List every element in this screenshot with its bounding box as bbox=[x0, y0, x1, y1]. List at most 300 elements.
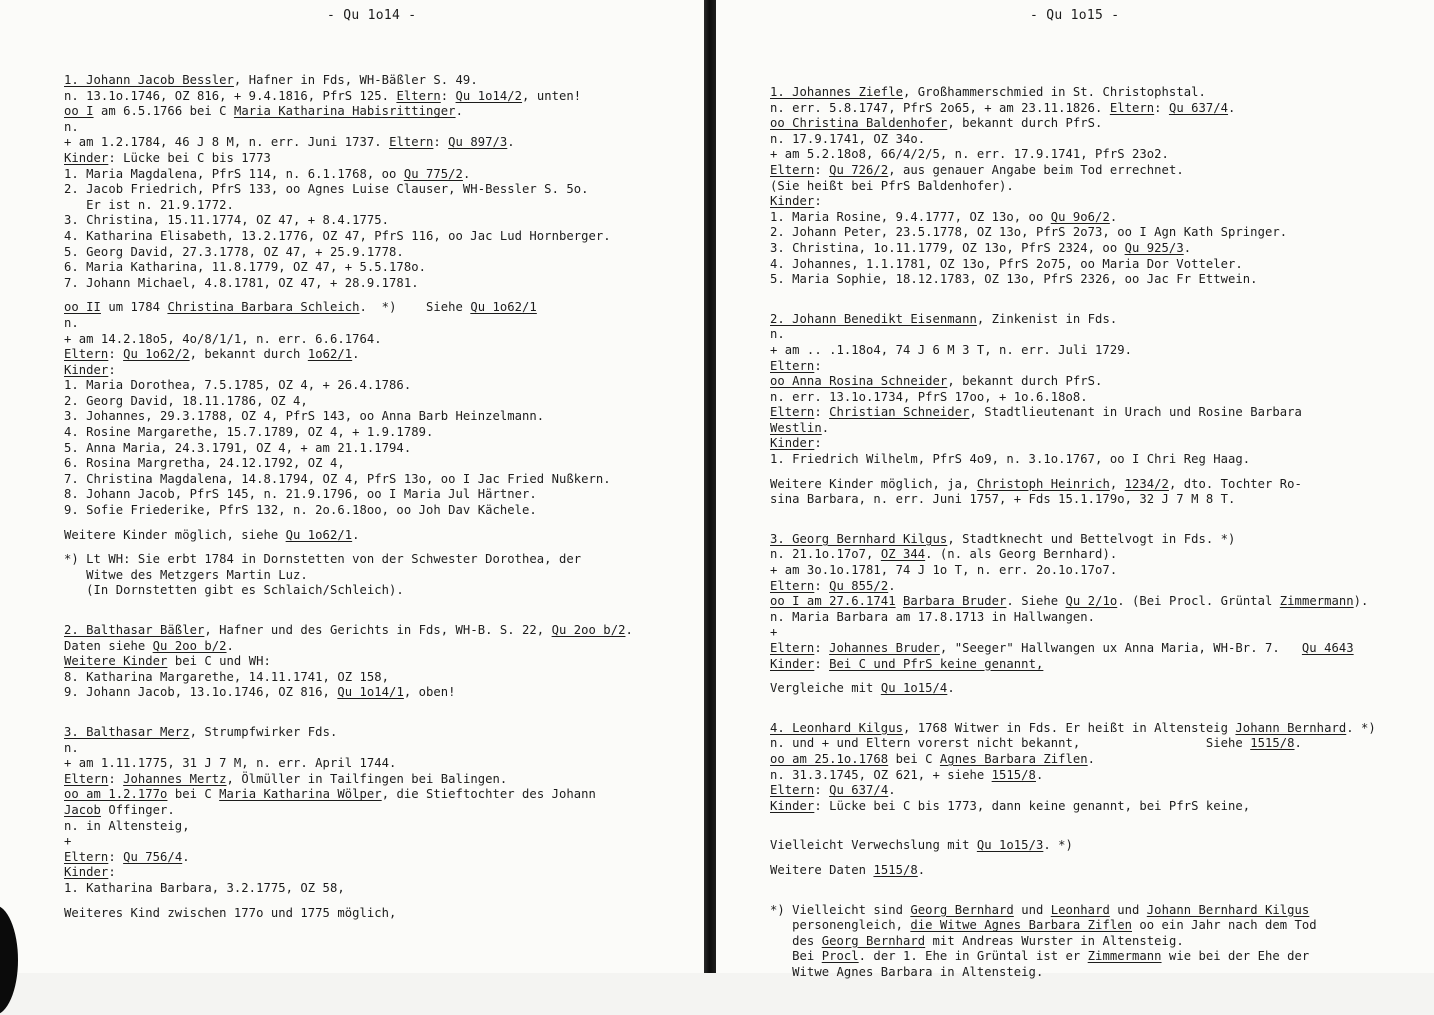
book-gutter bbox=[704, 0, 716, 973]
text-segment: : bbox=[814, 436, 822, 451]
underlined-segment: Eltern bbox=[770, 783, 815, 798]
text-line bbox=[64, 213, 633, 229]
text-line bbox=[770, 359, 1376, 375]
underlined-segment: 1. Johann Jacob Bessler bbox=[64, 73, 234, 87]
text-segment: bei C bbox=[167, 787, 220, 802]
text-segment: n. und + und Eltern vorerst nicht bekannt, Siehe bbox=[770, 736, 1251, 751]
text-segment: Vergleiche mit bbox=[770, 681, 881, 696]
text-segment: 7. Johann Michael, 4.8.1781, OZ 47, + 28.9.1781. bbox=[64, 275, 419, 290]
text-segment: . bbox=[1294, 736, 1302, 751]
text-segment: Daten siehe bbox=[64, 638, 153, 653]
underlined-segment: Leonhard bbox=[1050, 902, 1110, 917]
text-line bbox=[770, 610, 1376, 626]
text-line bbox=[64, 363, 633, 379]
text-segment: am 6.5.1766 bei C bbox=[93, 104, 234, 119]
text-segment: 3. Johannes, 29.3.1788, OZ 4, PfrS 143, oo Anna Barb Heinzelmann. bbox=[64, 409, 545, 424]
underlined-segment: Kinder bbox=[64, 362, 109, 377]
text-segment: 1. Friedrich Wilhelm, PfrS 4o9, n. 3.1o.1767, oo I Chri Reg Haag. bbox=[770, 452, 1251, 467]
underlined-segment: Qu 1o14/2 bbox=[455, 88, 523, 103]
text-segment: 2. Georg David, 18.11.1786, OZ 4, bbox=[64, 393, 308, 408]
text-segment: . bbox=[888, 783, 896, 798]
text-segment: n. err. 5.8.1747, PfrS 2o65, + am 23.11.1826. bbox=[770, 100, 1110, 115]
text-line bbox=[770, 903, 1376, 919]
text-segment: oo ein Jahr nach dem Tod bbox=[1132, 918, 1317, 933]
text-line bbox=[770, 657, 1376, 673]
text-line bbox=[770, 547, 1376, 563]
text-line bbox=[770, 257, 1376, 273]
underlined-segment: Qu 637/4 bbox=[829, 783, 889, 798]
text-segment: . bbox=[1035, 767, 1044, 782]
text-segment: 4. Johannes, 1.1.1781, OZ 13o, PfrS 2o75, oo Maria Dor Votteler. bbox=[770, 256, 1243, 271]
text-segment: um 1784 bbox=[100, 300, 168, 315]
section-gap bbox=[770, 288, 1376, 312]
text-segment bbox=[896, 594, 903, 608]
text-segment: . bbox=[1109, 209, 1118, 224]
text-line bbox=[770, 863, 1376, 879]
text-segment: 6. Rosina Margretha, 24.12.1792, OZ 4, bbox=[64, 456, 345, 471]
right-page-text bbox=[770, 85, 1376, 981]
text-line bbox=[64, 347, 633, 363]
text-segment: personengleich, bbox=[770, 918, 911, 933]
section-gap bbox=[770, 814, 1376, 838]
text-segment: , bekannt durch PfrS. bbox=[947, 374, 1103, 389]
text-segment: 1. Maria Magdalena, PfrS 114, n. 6.1.1768, oo bbox=[64, 166, 404, 181]
text-line bbox=[64, 456, 633, 472]
text-segment: . *) bbox=[1346, 720, 1376, 735]
text-line bbox=[64, 787, 633, 803]
line-gap bbox=[770, 854, 1376, 863]
line-gap bbox=[64, 519, 633, 528]
underlined-segment: Qu 1o15/4 bbox=[880, 681, 948, 696]
text-segment: 7. Christina Magdalena, 14.8.1794, OZ 4, PfrS 13o, oo I Jac Fried Nußkern. bbox=[64, 471, 611, 486]
underlined-segment: 4. Leonhard Kilgus bbox=[770, 720, 903, 735]
underlined-segment: 1515/8 bbox=[1250, 736, 1295, 751]
underlined-segment: Procl bbox=[821, 949, 859, 964]
underlined-segment: Qu 1o62/2 bbox=[123, 347, 190, 362]
underlined-segment: Agnes Barbara Ziflen bbox=[939, 751, 1088, 766]
underlined-segment: Bei C und PfrS keine genannt, bbox=[829, 656, 1044, 671]
underlined-segment: oo Anna Rosina Schneider bbox=[770, 374, 948, 389]
text-segment: , "Seeger" Hallwangen ux Anna Maria, WH-Br. 7. bbox=[939, 641, 1302, 655]
text-segment: + bbox=[64, 834, 72, 849]
text-segment: : bbox=[108, 865, 116, 880]
underlined-segment: 1. Johannes Ziefle bbox=[770, 85, 903, 99]
underlined-segment: 1o62/1 bbox=[307, 347, 353, 362]
text-segment: : bbox=[814, 578, 830, 593]
text-line bbox=[64, 89, 633, 105]
text-line bbox=[64, 276, 633, 292]
text-line bbox=[770, 752, 1376, 768]
text-line bbox=[770, 421, 1376, 437]
text-segment: + am 5.2.18o8, 66/4/2/5, n. err. 17.9.1741, PfrS 23o2. bbox=[770, 147, 1169, 162]
text-line bbox=[64, 260, 633, 276]
underlined-segment: Eltern bbox=[64, 347, 109, 362]
text-segment: . *) bbox=[1043, 838, 1073, 853]
text-line bbox=[64, 865, 633, 881]
text-segment: n. Maria Barbara am 17.8.1713 in Hallwangen. bbox=[770, 609, 1096, 624]
underlined-segment: Kinder bbox=[770, 798, 815, 813]
underlined-segment: Qu 775/2 bbox=[403, 166, 463, 181]
underlined-segment: Qu 637/4 bbox=[1168, 100, 1229, 115]
text-segment: 3. Christina, 1o.11.1779, OZ 13o, PfrS 2324, oo bbox=[770, 240, 1125, 255]
text-line bbox=[64, 528, 633, 544]
text-line bbox=[64, 378, 633, 394]
text-segment: 5. Anna Maria, 24.3.1791, OZ 4, + am 21.1.1794. bbox=[64, 440, 412, 455]
text-segment: n. 21.1o.17o7, bbox=[770, 547, 881, 562]
text-line bbox=[770, 838, 1376, 854]
text-line bbox=[64, 639, 633, 655]
text-segment: . bbox=[462, 166, 471, 181]
underlined-segment: Kinder bbox=[64, 150, 109, 165]
text-line bbox=[770, 799, 1376, 815]
text-line bbox=[64, 772, 633, 788]
underlined-segment: Christian Schneider bbox=[829, 405, 970, 420]
right-page bbox=[716, 0, 1434, 979]
underlined-segment: 3. Balthasar Merz bbox=[64, 724, 190, 739]
text-segment: und bbox=[1109, 902, 1147, 917]
underlined-segment: Kinder bbox=[64, 865, 109, 880]
text-segment: , Stadtlieutenant in Urach und Rosine Barbara bbox=[969, 405, 1302, 420]
text-line bbox=[64, 834, 633, 850]
text-segment: 1. Maria Dorothea, 7.5.1785, OZ 4, + 26.4.1786. bbox=[64, 378, 412, 393]
text-line bbox=[770, 312, 1376, 328]
underlined-segment: Georg Bernhard bbox=[821, 933, 926, 948]
underlined-segment: Eltern bbox=[64, 849, 109, 864]
text-segment: n. err. 13.1o.1734, PfrS 17oo, + 1o.6.18o8. bbox=[770, 389, 1088, 404]
underlined-segment: Zimmermann bbox=[1279, 594, 1354, 609]
text-line bbox=[64, 725, 633, 741]
text-line bbox=[770, 374, 1376, 390]
underlined-segment: Kinder bbox=[770, 194, 815, 209]
text-line bbox=[64, 819, 633, 835]
text-segment: n. bbox=[64, 315, 79, 330]
section-gap bbox=[770, 879, 1376, 903]
text-line bbox=[64, 409, 633, 425]
underlined-segment: Eltern bbox=[1109, 100, 1155, 115]
text-segment: : bbox=[814, 194, 822, 209]
text-segment: : bbox=[814, 656, 830, 671]
text-segment: wie bei der Ehe der bbox=[1161, 949, 1310, 964]
text-line bbox=[770, 918, 1376, 934]
text-segment: *) Lt WH: Sie erbt 1784 in Dornstetten von der Schwester Dorothea, der bbox=[64, 552, 582, 567]
text-line bbox=[64, 623, 633, 639]
text-segment: . der 1. Ehe in Grüntal ist er bbox=[858, 949, 1088, 964]
underlined-segment: Qu 1o62/1 bbox=[285, 527, 353, 542]
text-segment: 6. Maria Katharina, 11.8.1779, OZ 47, + 5.5.178o. bbox=[64, 260, 426, 275]
text-line bbox=[770, 390, 1376, 406]
text-segment: mit Andreas Wurster in Altensteig. bbox=[925, 933, 1184, 948]
text-line bbox=[64, 803, 633, 819]
underlined-segment: Maria Katharina Habisrittinger bbox=[233, 104, 456, 119]
text-line bbox=[64, 472, 633, 488]
text-segment: + am 3o.1o.1781, 74 J 1o T, n. err. 2o.1o.17o7. bbox=[770, 563, 1118, 578]
text-line bbox=[64, 741, 633, 757]
underlined-segment: 2. Balthasar Bäßler bbox=[64, 623, 205, 637]
text-segment: . bbox=[625, 623, 633, 637]
text-line bbox=[64, 568, 633, 584]
text-segment: Er ist n. 21.9.1772. bbox=[64, 197, 234, 212]
text-segment: Witwe des Metzgers Martin Luz. bbox=[64, 567, 308, 582]
underlined-segment: Georg Bernhard bbox=[910, 902, 1014, 917]
underlined-segment: oo am 1.2.177o bbox=[64, 787, 168, 802]
text-segment: : bbox=[108, 849, 124, 864]
text-line bbox=[64, 670, 633, 686]
text-segment: , bekannt durch PfrS. bbox=[947, 116, 1103, 131]
text-segment: , Stadtknecht und Bettelvogt in Fds. *) bbox=[947, 531, 1236, 546]
text-line bbox=[64, 167, 633, 183]
text-segment: : bbox=[814, 783, 830, 798]
text-segment: + am 14.2.18o5, 4o/8/1/1, n. err. 6.6.1764. bbox=[64, 331, 382, 346]
underlined-segment: 1234/2 bbox=[1124, 476, 1169, 491]
text-segment: , dto. Tochter Ro- bbox=[1168, 476, 1302, 491]
text-line bbox=[770, 579, 1376, 595]
text-segment: *) Vielleicht sind bbox=[770, 902, 911, 917]
text-line bbox=[770, 241, 1376, 257]
text-line bbox=[770, 477, 1376, 493]
text-segment: , Zinkenist in Fds. bbox=[976, 311, 1118, 326]
text-line bbox=[770, 225, 1376, 241]
underlined-segment: Qu 726/2 bbox=[829, 162, 889, 177]
text-segment: ). bbox=[1353, 594, 1369, 609]
text-segment: 9. Sofie Friederike, PfrS 132, n. 2o.6.18oo, oo Joh Dav Kächele. bbox=[64, 503, 537, 518]
text-segment: : bbox=[440, 88, 456, 103]
text-segment: und bbox=[1013, 902, 1051, 917]
underlined-segment: Johannes Bruder bbox=[829, 641, 940, 655]
text-segment: . (Bei Procl. Grüntal bbox=[1117, 594, 1280, 609]
text-segment: : Lücke bei C bis 1773, dann keine genannt, bei PfrS keine, bbox=[814, 798, 1251, 813]
underlined-segment: oo I am 27.6.1741 bbox=[770, 594, 896, 609]
text-segment: 4. Katharina Elisabeth, 13.2.1776, OZ 47, PfrS 116, oo Jac Lud Hornberger. bbox=[64, 228, 611, 243]
underlined-segment: Eltern bbox=[770, 578, 815, 593]
text-line bbox=[770, 768, 1376, 784]
text-line bbox=[770, 641, 1376, 657]
text-segment: : bbox=[814, 162, 830, 177]
text-line bbox=[64, 583, 633, 599]
text-segment: . bbox=[352, 347, 360, 362]
underlined-segment: Qu 2oo b/2 bbox=[551, 623, 626, 637]
section-gap bbox=[64, 701, 633, 725]
text-segment: 3. Christina, 15.11.1774, OZ 47, + 8.4.1775. bbox=[64, 213, 390, 228]
underlined-segment: Qu 756/4 bbox=[123, 849, 183, 864]
text-segment: . bbox=[226, 638, 234, 653]
text-line bbox=[64, 151, 633, 167]
text-segment: 1. Katharina Barbara, 3.2.1775, OZ 58, bbox=[64, 880, 345, 895]
text-line bbox=[64, 503, 633, 519]
text-segment: : bbox=[1154, 100, 1169, 115]
text-line bbox=[770, 101, 1376, 117]
underlined-segment: Eltern bbox=[389, 135, 434, 150]
underlined-segment: Qu 1o15/3 bbox=[976, 838, 1044, 853]
text-segment: . bbox=[1087, 751, 1096, 766]
text-line bbox=[64, 120, 633, 136]
underlined-segment: Qu 4643 bbox=[1301, 641, 1354, 655]
text-segment: (Sie heißt bei PfrS Baldenhofer). bbox=[770, 178, 1014, 193]
text-line bbox=[770, 532, 1376, 548]
underlined-segment: Qu 855/2 bbox=[829, 578, 889, 593]
text-segment: : bbox=[108, 347, 124, 362]
text-line bbox=[64, 229, 633, 245]
text-line bbox=[64, 198, 633, 214]
text-segment: 4. Rosine Margarethe, 15.7.1789, OZ 4, + 1.9.1789. bbox=[64, 425, 434, 440]
text-line bbox=[64, 654, 633, 670]
text-segment: , oben! bbox=[403, 685, 456, 700]
text-line bbox=[770, 949, 1376, 965]
text-segment: , Hafner und des Gerichts in Fds, WH-B. S. 22, bbox=[204, 623, 552, 637]
text-line bbox=[770, 436, 1376, 452]
underlined-segment: oo Christina Baldenhofer bbox=[770, 116, 948, 131]
text-segment: , Ölmüller in Tailfingen bei Balingen. bbox=[226, 771, 508, 786]
underlined-segment: Eltern bbox=[770, 641, 815, 655]
text-segment: , 1768 Witwer in Fds. Er heißt in Altensteig bbox=[902, 720, 1236, 735]
underlined-segment: Barbara Bruder bbox=[902, 594, 1007, 609]
underlined-segment: Qu 1o62/1 bbox=[470, 300, 537, 315]
text-segment: bei C bbox=[888, 751, 940, 766]
text-segment: n. 31.3.1745, OZ 621, + siehe bbox=[770, 767, 992, 782]
text-line bbox=[64, 245, 633, 261]
underlined-segment: Eltern bbox=[770, 358, 815, 373]
text-segment: Bei bbox=[770, 949, 822, 964]
text-line bbox=[770, 934, 1376, 950]
text-segment: sina Barbara, n. err. Juni 1757, + Fds 15.1.179o, 32 J 7 M 8 T. bbox=[770, 492, 1236, 507]
underlined-segment: Jacob bbox=[64, 802, 101, 817]
text-line bbox=[770, 272, 1376, 288]
text-line bbox=[770, 405, 1376, 421]
page-label-right: - Qu 1o15 - bbox=[1030, 8, 1120, 23]
underlined-segment: Maria Katharina Wölper bbox=[219, 787, 382, 802]
text-line bbox=[770, 210, 1376, 226]
underlined-segment: Johann Bernhard bbox=[1235, 720, 1347, 735]
text-segment: , Strumpfwirker Fds. bbox=[189, 724, 338, 739]
text-line bbox=[770, 625, 1376, 641]
text-segment: . bbox=[1228, 100, 1236, 115]
underlined-segment: Johannes Mertz bbox=[123, 771, 227, 786]
text-segment: n. bbox=[64, 740, 79, 755]
text-line bbox=[64, 135, 633, 151]
underlined-segment: oo I bbox=[64, 104, 94, 119]
text-line bbox=[770, 132, 1376, 148]
underlined-segment: 1515/8 bbox=[991, 767, 1036, 782]
text-line bbox=[770, 783, 1376, 799]
text-line bbox=[64, 332, 633, 348]
text-segment: , bekannt durch bbox=[189, 347, 308, 362]
underlined-segment: oo am 25.1o.1768 bbox=[770, 751, 889, 766]
text-segment: . Siehe bbox=[1006, 594, 1066, 609]
text-segment: + am .. .1.18o4, 74 J 6 M 3 T, n. err. Juli 1729. bbox=[770, 342, 1132, 357]
text-line bbox=[770, 492, 1376, 508]
underlined-segment: Qu 897/3 bbox=[448, 135, 508, 150]
line-gap bbox=[64, 543, 633, 552]
left-page-text bbox=[64, 73, 633, 921]
text-line bbox=[64, 881, 633, 897]
text-segment: , Hafner in Fds, WH-Bäßler S. 49. bbox=[233, 73, 478, 87]
text-segment: : bbox=[108, 362, 116, 377]
text-segment: Vielleicht Verwechslung mit bbox=[770, 838, 977, 853]
text-line bbox=[770, 736, 1376, 752]
line-gap bbox=[770, 468, 1376, 477]
underlined-segment: Kinder bbox=[770, 436, 815, 451]
text-line bbox=[64, 300, 633, 316]
underlined-segment: OZ 344 bbox=[880, 547, 926, 562]
underlined-segment: Kinder bbox=[770, 656, 815, 671]
text-segment: , Großhammerschmied in St. Christophstal. bbox=[902, 85, 1206, 99]
underlined-segment: Qu 1o14/1 bbox=[337, 685, 404, 700]
text-segment: : bbox=[108, 771, 124, 786]
text-segment: . bbox=[455, 104, 463, 119]
text-segment: (In Dornstetten gibt es Schlaich/Schleich). bbox=[64, 583, 404, 598]
text-segment: : bbox=[814, 641, 830, 655]
text-segment: + am 1.2.1784, 46 J 8 M, n. err. Juni 1737. bbox=[64, 135, 390, 150]
text-line bbox=[770, 721, 1376, 737]
text-segment: , unten! bbox=[522, 88, 582, 103]
text-line bbox=[770, 194, 1376, 210]
text-line bbox=[64, 73, 633, 89]
text-segment: Weitere Daten bbox=[770, 862, 874, 877]
underlined-segment: Eltern bbox=[396, 88, 441, 103]
text-segment: . (n. als Georg Bernhard). bbox=[925, 547, 1118, 562]
text-segment: bei C und WH: bbox=[167, 654, 271, 669]
underlined-segment: Eltern bbox=[770, 405, 815, 420]
text-segment: . bbox=[821, 420, 830, 435]
text-segment: n. in Altensteig, bbox=[64, 818, 190, 833]
text-line bbox=[64, 316, 633, 332]
text-segment: 5. Georg David, 27.3.1778, OZ 47, + 25.9.1778. bbox=[64, 244, 404, 259]
underlined-segment: Eltern bbox=[770, 162, 815, 177]
text-line bbox=[770, 85, 1376, 101]
text-segment: n. 17.9.1741, OZ 34o. bbox=[770, 131, 926, 146]
text-segment: . bbox=[888, 578, 896, 593]
text-segment: . bbox=[507, 135, 515, 150]
text-segment: . bbox=[947, 681, 955, 696]
text-line bbox=[64, 850, 633, 866]
underlined-segment: Westlin bbox=[770, 420, 822, 435]
line-gap bbox=[770, 672, 1376, 681]
underlined-segment: Qu 925/3 bbox=[1124, 240, 1184, 255]
section-gap bbox=[64, 599, 633, 623]
underlined-segment: 3. Georg Bernhard Kilgus bbox=[770, 531, 948, 546]
text-segment: 2. Jacob Friedrich, PfrS 133, oo Agnes Luise Clauser, WH-Bessler S. 5o. bbox=[64, 182, 589, 197]
underlined-segment: Christina Barbara Schleich bbox=[167, 300, 360, 315]
scan-shadow-blot bbox=[0, 905, 18, 1015]
underlined-segment: Zimmermann bbox=[1087, 949, 1162, 964]
text-segment: , aus genauer Angabe beim Tod errechnet. bbox=[888, 162, 1184, 177]
left-page bbox=[0, 0, 704, 973]
text-segment: + bbox=[770, 625, 778, 640]
text-segment: 9. Johann Jacob, 13.1o.1746, OZ 816, bbox=[64, 685, 338, 700]
line-gap bbox=[64, 291, 633, 300]
text-segment: 1. Maria Rosine, 9.4.1777, OZ 13o, oo bbox=[770, 209, 1051, 224]
text-line bbox=[770, 563, 1376, 579]
text-line bbox=[64, 182, 633, 198]
text-line bbox=[64, 394, 633, 410]
text-segment: n. 13.1o.1746, OZ 816, + 9.4.1816, PfrS 125. bbox=[64, 88, 397, 103]
text-segment: . bbox=[182, 849, 190, 864]
text-segment: : bbox=[814, 358, 822, 373]
text-line bbox=[64, 906, 633, 922]
text-segment: . bbox=[917, 862, 926, 877]
text-segment: Witwe Agnes Barbara in Altensteig. bbox=[770, 964, 1044, 979]
section-gap bbox=[770, 697, 1376, 721]
text-segment: : bbox=[814, 405, 830, 420]
text-segment: , bbox=[1109, 476, 1125, 491]
text-segment: : bbox=[433, 135, 449, 150]
text-segment: des bbox=[770, 933, 822, 948]
text-segment: n. bbox=[770, 327, 785, 342]
text-line bbox=[64, 425, 633, 441]
text-segment: Weitere Kinder möglich, siehe bbox=[64, 527, 286, 542]
text-segment: n. bbox=[64, 119, 79, 134]
underlined-segment: Christoph Heinrich bbox=[976, 476, 1110, 491]
text-segment: 2. Johann Peter, 23.5.1778, OZ 13o, PfrS 2o73, oo I Agn Kath Springer. bbox=[770, 225, 1288, 240]
